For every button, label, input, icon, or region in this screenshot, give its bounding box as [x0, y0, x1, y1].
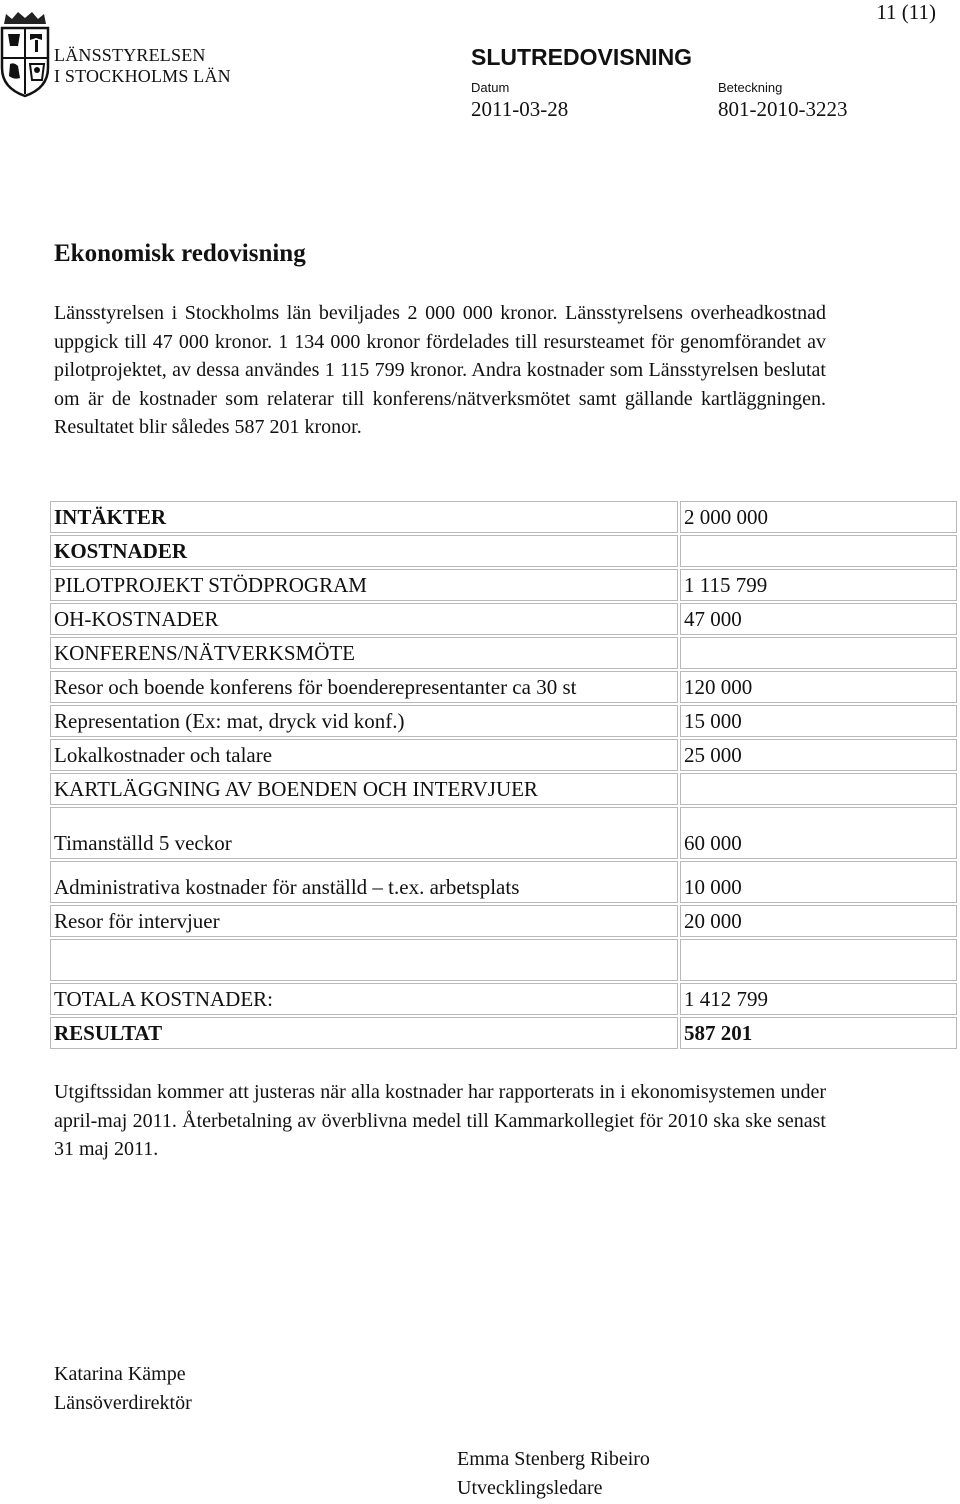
table-row [50, 569, 957, 601]
row-label: INTÄKTER [50, 501, 678, 533]
row-value: 2 000 000 [680, 501, 957, 533]
signatory-name: Katarina Kämpe [54, 1363, 186, 1385]
row-value: 587 201 [680, 1017, 957, 1049]
row-label: Resor för intervjuer [50, 905, 678, 937]
row-label: PILOTPROJEKT STÖDPROGRAM [50, 569, 678, 601]
section-heading: Ekonomisk redovisning [54, 240, 306, 267]
table-row [50, 739, 957, 771]
row-label: KOSTNADER [50, 535, 678, 567]
table-row [50, 637, 957, 669]
table-row [50, 807, 957, 859]
row-label: Timanställd 5 veckor [50, 807, 678, 859]
document-title: SLUTREDOVISNING [471, 44, 693, 70]
row-label: OH-KOSTNADER [50, 603, 678, 635]
row-value: 1 412 799 [680, 983, 957, 1015]
table-row [50, 939, 957, 981]
row-value: 25 000 [680, 739, 957, 771]
row-value: 10 000 [680, 861, 957, 903]
signatory-name: Emma Stenberg Ribeiro [457, 1448, 650, 1470]
table-row [50, 705, 957, 737]
table-row [50, 501, 957, 533]
date-label: Datum [471, 80, 510, 95]
intro-paragraph: Länsstyrelsen i Stockholms län beviljades 2 000 000 kronor. Länsstyrelsens overheadkostnad uppgick till 47 000 kronor. 1 134 000 kronor fördelades till resursteamet för genomförandet av pilotprojektet, av dessa användes 1 115 799 kronor. Andra kostnader som Länsstyrelsen beslutat om är de kostnader som relaterar till konferens/nätverksmötet samt gällande kartläggningen. Resultatet blir således 587 201 kronor. [54, 302, 826, 438]
row-label: KARTLÄGGNING AV BOENDEN OCH INTERVJUER [50, 773, 678, 805]
table-row [50, 983, 957, 1015]
row-value: 20 000 [680, 905, 957, 937]
row-value: 47 000 [680, 603, 957, 635]
row-value: 15 000 [680, 705, 957, 737]
signature-block-1 [54, 1360, 192, 1418]
row-value [680, 773, 957, 805]
table-row [50, 773, 957, 805]
closing-paragraph: Utgiftssidan kommer att justeras när alla kostnader har rapporterats in i ekonomisystemen under april-maj 2011. Återbetalning av överblivna medel till Kammarkollegiet för 2010 ska ske senast 31 maj 2011. [54, 1081, 826, 1160]
table-row [50, 671, 957, 703]
agency-name-line1: LÄNSSTYRELSEN [54, 45, 206, 65]
reference-label: Beteckning [718, 80, 783, 95]
row-label: KONFERENS/NÄTVERKSMÖTE [50, 637, 678, 669]
row-label [50, 939, 678, 981]
row-value: 1 115 799 [680, 569, 957, 601]
signatory-title: Utvecklingsledare [457, 1477, 603, 1499]
page-number: 11 (11) [876, 0, 936, 24]
signature-block-2 [457, 1445, 650, 1503]
agency-name-line2: I STOCKHOLMS LÄN [54, 66, 231, 86]
table-row [50, 861, 957, 903]
county-coat-of-arms-icon [0, 8, 50, 98]
row-label: TOTALA KOSTNADER: [50, 983, 678, 1015]
row-value [680, 939, 957, 981]
row-label: Representation (Ex: mat, dryck vid konf.) [50, 705, 678, 737]
row-label: Lokalkostnader och talare [50, 739, 678, 771]
row-label: Resor och boende konferens för boenderepresentanter ca 30 st [50, 671, 678, 703]
table-row [50, 905, 957, 937]
row-value: 60 000 [680, 807, 957, 859]
row-value: 120 000 [680, 671, 957, 703]
row-value [680, 637, 957, 669]
financial-table [48, 499, 959, 1051]
table-row [50, 535, 957, 567]
reference-value: 801-2010-3223 [718, 97, 848, 121]
row-label: RESULTAT [50, 1017, 678, 1049]
table-row [50, 603, 957, 635]
agency-name [54, 45, 231, 87]
county-logo [0, 8, 50, 98]
row-value [680, 535, 957, 567]
table-row [50, 1017, 957, 1049]
signatory-title: Länsöverdirektör [54, 1392, 192, 1414]
date-value: 2011-03-28 [471, 97, 569, 121]
row-label: Administrativa kostnader för anställd – t.ex. arbetsplats [50, 861, 678, 903]
